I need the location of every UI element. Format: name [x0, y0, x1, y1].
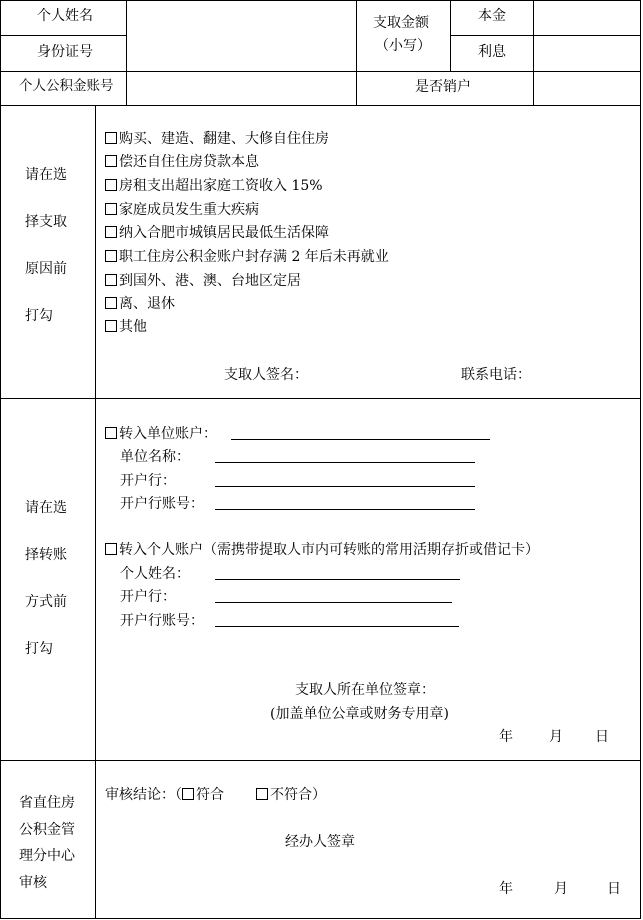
reason-label: 房租支出超出家庭工资收入 15%: [119, 178, 323, 194]
reason-label: 家庭成员发生重大疾病: [119, 202, 259, 218]
reasons-side-label-1: 请在选: [25, 167, 67, 183]
reason-item[interactable]: [105, 250, 389, 264]
checkbox-pass[interactable]: [182, 788, 194, 800]
reason-label: 购买、建造、翻建、大修自住住房: [119, 131, 329, 147]
unit-bank-account-line[interactable]: [215, 509, 475, 510]
account-label: 个人公积金账号: [19, 78, 114, 94]
reasons-side-label-4: 打勾: [25, 308, 53, 324]
unit-bank-account-label: 开户行账号：: [120, 496, 204, 512]
unit-bank-label: 开户行：: [120, 473, 176, 489]
personal-name-label: 个人姓名：: [120, 566, 190, 582]
personal-bank-label: 开户行：: [120, 589, 176, 605]
reason-label: 离、退休: [119, 296, 175, 312]
checkbox[interactable]: [105, 320, 117, 332]
reasons-side-label-3: 原因前: [25, 261, 67, 277]
handler-label: 经办人签章: [285, 834, 355, 850]
transfer-day: 日: [595, 729, 609, 745]
transfer-side-label-1: 请在选: [25, 500, 67, 516]
personal-bank-account-label: 开户行账号：: [120, 613, 204, 629]
reason-item[interactable]: [105, 320, 147, 334]
review-side-label-3: 理分中心: [19, 848, 75, 864]
transfer-side-label-4: 打勾: [25, 641, 53, 657]
unit-bank-line[interactable]: [215, 486, 475, 487]
checkbox[interactable]: [105, 543, 117, 555]
review-conclusion: [105, 788, 326, 802]
review-month: 月: [554, 881, 568, 897]
checkbox[interactable]: [105, 226, 117, 238]
signer-label: 支取人签名：: [224, 367, 308, 383]
checkbox[interactable]: [105, 155, 117, 167]
reason-item[interactable]: [105, 297, 175, 311]
checkbox-fail[interactable]: [256, 788, 268, 800]
checkbox[interactable]: [105, 297, 117, 309]
unit-account-option[interactable]: [105, 427, 217, 441]
unit-stamp-note: (加盖单位公章或财务专用章): [270, 706, 449, 722]
transfer-month: 月: [549, 729, 563, 745]
checkbox[interactable]: [105, 427, 117, 439]
reason-item[interactable]: [105, 203, 259, 217]
reason-item[interactable]: [105, 274, 301, 288]
reason-label: 纳入合肥市城镇居民最低生活保障: [119, 225, 329, 241]
unit-name-line[interactable]: [215, 462, 475, 463]
checkbox[interactable]: [105, 132, 117, 144]
name-label: 个人姓名: [37, 8, 93, 24]
reason-item[interactable]: [105, 132, 329, 146]
review-day: 日: [607, 881, 621, 897]
reason-label: 职工住房公积金账户封存满 2 年后未再就业: [119, 249, 389, 265]
option-label: 转入单位账户：: [119, 426, 217, 442]
unit-stamp-label: 支取人所在单位签章：: [295, 682, 435, 698]
amount-label-sub: （小写）: [375, 38, 431, 54]
reason-label: 到国外、港、澳、台地区定居: [119, 273, 301, 289]
interest-label: 利息: [478, 44, 506, 60]
checkbox[interactable]: [105, 179, 117, 191]
transfer-side-label-3: 方式前: [25, 594, 67, 610]
principal-label: 本金: [478, 8, 506, 24]
transfer-year: 年: [499, 729, 513, 745]
checkbox[interactable]: [105, 250, 117, 262]
option-label: 转入个人账户（需携带提取人市内可转账的常用活期存折或借记卡）: [119, 542, 539, 558]
review-side-label-4: 审核: [19, 875, 47, 891]
reasons-side-label-2: 择支取: [25, 214, 67, 230]
reason-item[interactable]: [105, 155, 259, 169]
unit-account-line[interactable]: [231, 439, 490, 440]
amount-label: 支取金额: [373, 15, 429, 31]
reason-label: 其他: [119, 319, 147, 335]
checkbox[interactable]: [105, 274, 117, 286]
reason-item[interactable]: [105, 179, 323, 193]
review-side-label-2: 公积金管: [19, 822, 75, 838]
pass-label: 符合: [196, 787, 224, 803]
id-label: 身份证号: [37, 44, 93, 60]
transfer-side-label-2: 择转账: [25, 547, 67, 563]
conclusion-label: 审核结论：（: [105, 787, 182, 803]
review-side-label-1: 省直住房: [19, 795, 75, 811]
fail-label: 不符合）: [270, 787, 326, 803]
personal-account-option[interactable]: [105, 543, 539, 557]
personal-bank-line[interactable]: [215, 602, 452, 603]
reason-item[interactable]: [105, 226, 329, 240]
checkbox[interactable]: [105, 203, 117, 215]
reason-label: 偿还自住住房贷款本息: [119, 154, 259, 170]
personal-bank-account-line[interactable]: [215, 626, 459, 627]
personal-name-line[interactable]: [215, 579, 460, 580]
unit-name-label: 单位名称：: [120, 449, 190, 465]
review-year: 年: [499, 881, 513, 897]
phone-label: 联系电话：: [461, 367, 531, 383]
close-account-label: 是否销户: [415, 79, 471, 95]
